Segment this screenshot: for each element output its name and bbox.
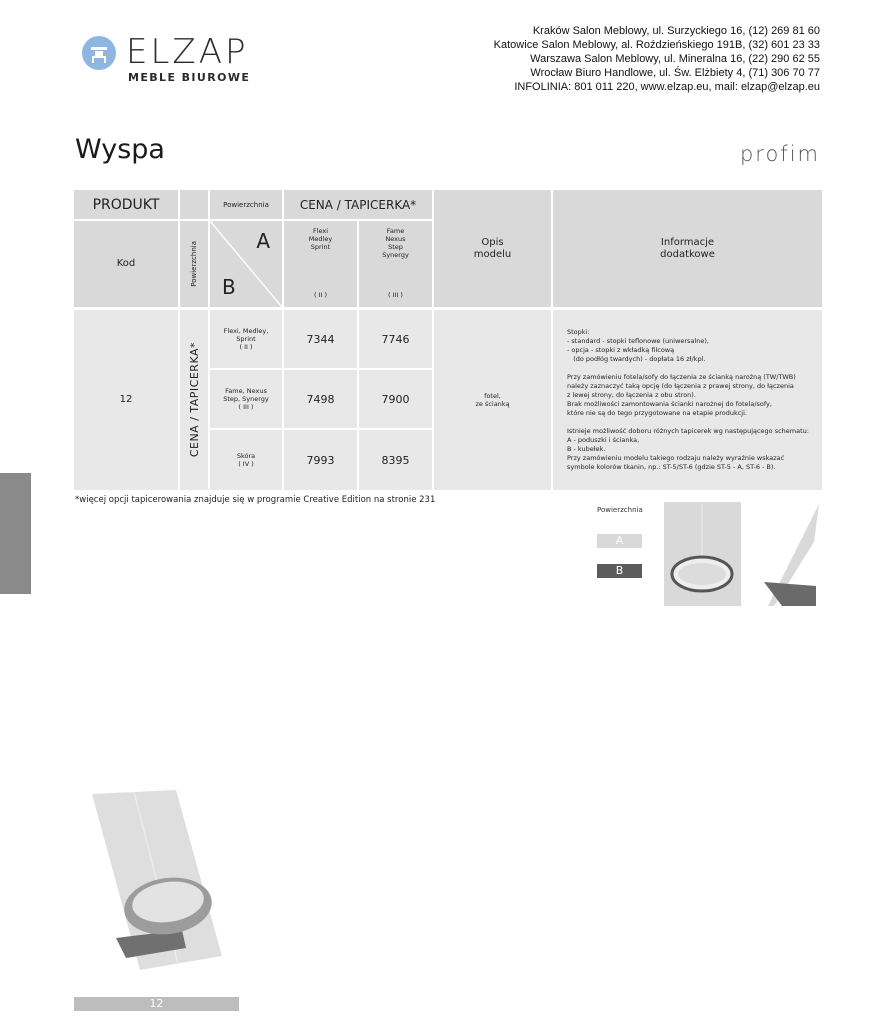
info-line: - opcja - stopki z wkładką filcową <box>567 346 675 354</box>
header-produkt: PRODUKT <box>74 190 178 219</box>
header-info-line: Informacje <box>660 236 715 248</box>
info-line: B - kubełek. <box>567 445 606 453</box>
info-line: A - poduszki i ścianka, <box>567 436 640 444</box>
header-informacje <box>553 190 822 307</box>
fabric-line: Skóra <box>236 452 256 460</box>
info-line: Brak możliwości zamontowania ścianki narożnej do fotela/sofy, <box>567 400 772 408</box>
contact-line: INFOLINIA: 801 011 220, www.elzap.eu, mail: elzap@elzap.eu <box>514 81 820 93</box>
side-tab-marker <box>0 473 31 594</box>
fabric-name: Flexi <box>312 227 329 235</box>
header-powierzchnia: Powierzchnia <box>210 190 282 219</box>
info-line: (do podłóg twardych) - dopłata 16 zł/kpl. <box>567 355 706 363</box>
header-powierzchnia-vertical: Powierzchnia <box>190 241 198 287</box>
header-cena-tapicerka: CENA / TAPICERKA* <box>284 190 432 219</box>
info-line: symbole kolorów tkanin, np.: ST-5/ST-6 (gdzie ST-5 - A, ST-6 - B). <box>567 463 776 471</box>
page-number: 12 <box>74 997 239 1011</box>
group-iii-fabrics <box>382 227 409 259</box>
fabric-line: ( IV ) <box>238 460 254 468</box>
header-group-iii <box>359 221 432 307</box>
info-cell <box>553 310 822 490</box>
legend-surface-a: A <box>597 534 642 548</box>
header-blank <box>180 190 208 219</box>
row-fabric-ii <box>210 310 282 368</box>
info-line: Przy zamówieniu modelu takiego rodzaju należy wyraźnie wskazać <box>567 454 785 462</box>
header-group-ii <box>284 221 357 307</box>
legend-surface-b: B <box>597 564 642 578</box>
row-fabric-iii <box>210 370 282 428</box>
info-line <box>567 418 809 427</box>
fabric-line: ( III ) <box>238 403 254 411</box>
fabric-name: Synergy <box>382 251 409 259</box>
fabric-line: Sprint <box>236 335 256 343</box>
fabric-name: Nexus <box>385 235 406 243</box>
price-cell: 7746 <box>359 310 432 368</box>
row-cena-vertical-cell <box>180 310 208 490</box>
diagram-seat-cushion <box>678 563 726 585</box>
header-surface-ab <box>210 221 282 307</box>
contact-info <box>494 24 820 94</box>
price-cell: 7900 <box>359 370 432 428</box>
opis-line: ze ścianką <box>475 400 510 408</box>
header-opis-modelu <box>434 190 551 307</box>
elzap-logo <box>82 32 252 86</box>
logo-subtitle: MEBLE BIUROWE <box>128 71 251 84</box>
desk-chair-icon <box>82 36 116 70</box>
header-opis-line: modelu <box>473 248 512 260</box>
contact-line: Warszawa Salon Meblowy, ul. Mineralna 16, (22) 290 62 55 <box>530 53 820 65</box>
chair-surface-diagram <box>664 502 820 608</box>
price-cell: 7344 <box>284 310 357 368</box>
opis-line: fotel, <box>484 392 501 400</box>
footnote: *więcej opcji tapicerowania znajduje się w programie Creative Edition na stronie 231 <box>75 495 436 505</box>
fabric-name: Sprint <box>310 243 331 251</box>
price-table <box>74 190 822 490</box>
info-text <box>567 328 809 472</box>
contact-line: Katowice Salon Meblowy, al. Roździeńskiego 191B, (32) 601 23 33 <box>493 39 820 51</box>
info-line <box>567 364 809 373</box>
row-kod: 12 <box>74 310 178 490</box>
info-line: które nie są do tego przygotowane na etapie produkcji. <box>567 409 747 417</box>
fabric-name: Step <box>388 243 403 251</box>
price-cell: 7993 <box>284 430 357 490</box>
legend-title: Powierzchnia <box>597 506 643 514</box>
header-info-line: dodatkowe <box>660 248 715 260</box>
price-cell: 8395 <box>359 430 432 490</box>
fabric-line: Fame, Nexus <box>225 387 267 395</box>
surface-a-label: A <box>256 229 270 253</box>
info-line: - standard - stopki teflonowe (uniwersalne), <box>567 337 709 345</box>
logo-wordmark: ELZAP <box>126 32 249 72</box>
surface-legend <box>597 506 643 577</box>
diagonal-divider <box>210 221 282 307</box>
opis-value <box>434 310 551 490</box>
contact-line: Kraków Salon Meblowy, ul. Surzyckiego 16, (12) 269 81 60 <box>532 25 820 37</box>
info-line: Przy zamówieniu fotela/sofy do łączenia ze ścianką narożną (TW/TWB) <box>567 373 796 381</box>
contact-line: Wrocław Biuro Handlowe, ul. Św. Elżbiety 4, (71) 306 70 77 <box>530 67 820 79</box>
fabric-line: Step, Synergy <box>223 395 269 403</box>
row-cena-vertical: CENA / TAPICERKA* <box>187 342 201 458</box>
fabric-name: Medley <box>308 235 333 243</box>
fabric-line: Flexi, Medley, <box>223 327 269 335</box>
info-line: Istnieje możliwość doboru różnych tapicerek wg następującego schematu: <box>567 427 809 435</box>
group-iii-label: ( III ) <box>388 291 403 299</box>
info-line: należy zaznaczyć taką opcję (do łączenia z prawej strony, do łączenia <box>567 382 794 390</box>
header-powierzchnia-vertical-cell <box>180 221 208 307</box>
brand-name: profim <box>739 142 820 166</box>
group-ii-label: ( II ) <box>313 291 328 299</box>
fabric-name: Fame <box>386 227 405 235</box>
info-line: Stopki: <box>567 328 590 336</box>
header-kod: Kod <box>74 221 178 307</box>
surface-b-label: B <box>222 275 236 299</box>
row-fabric-iv <box>210 430 282 490</box>
fabric-line: ( II ) <box>239 343 253 351</box>
wyspa-chair-image <box>86 788 226 972</box>
page-title: Wyspa <box>75 134 165 165</box>
group-ii-fabrics <box>309 227 332 251</box>
header-opis-line: Opis <box>481 236 504 248</box>
price-cell: 7498 <box>284 370 357 428</box>
info-line: z lewej strony, do łączenia z obu stron). <box>567 391 696 399</box>
